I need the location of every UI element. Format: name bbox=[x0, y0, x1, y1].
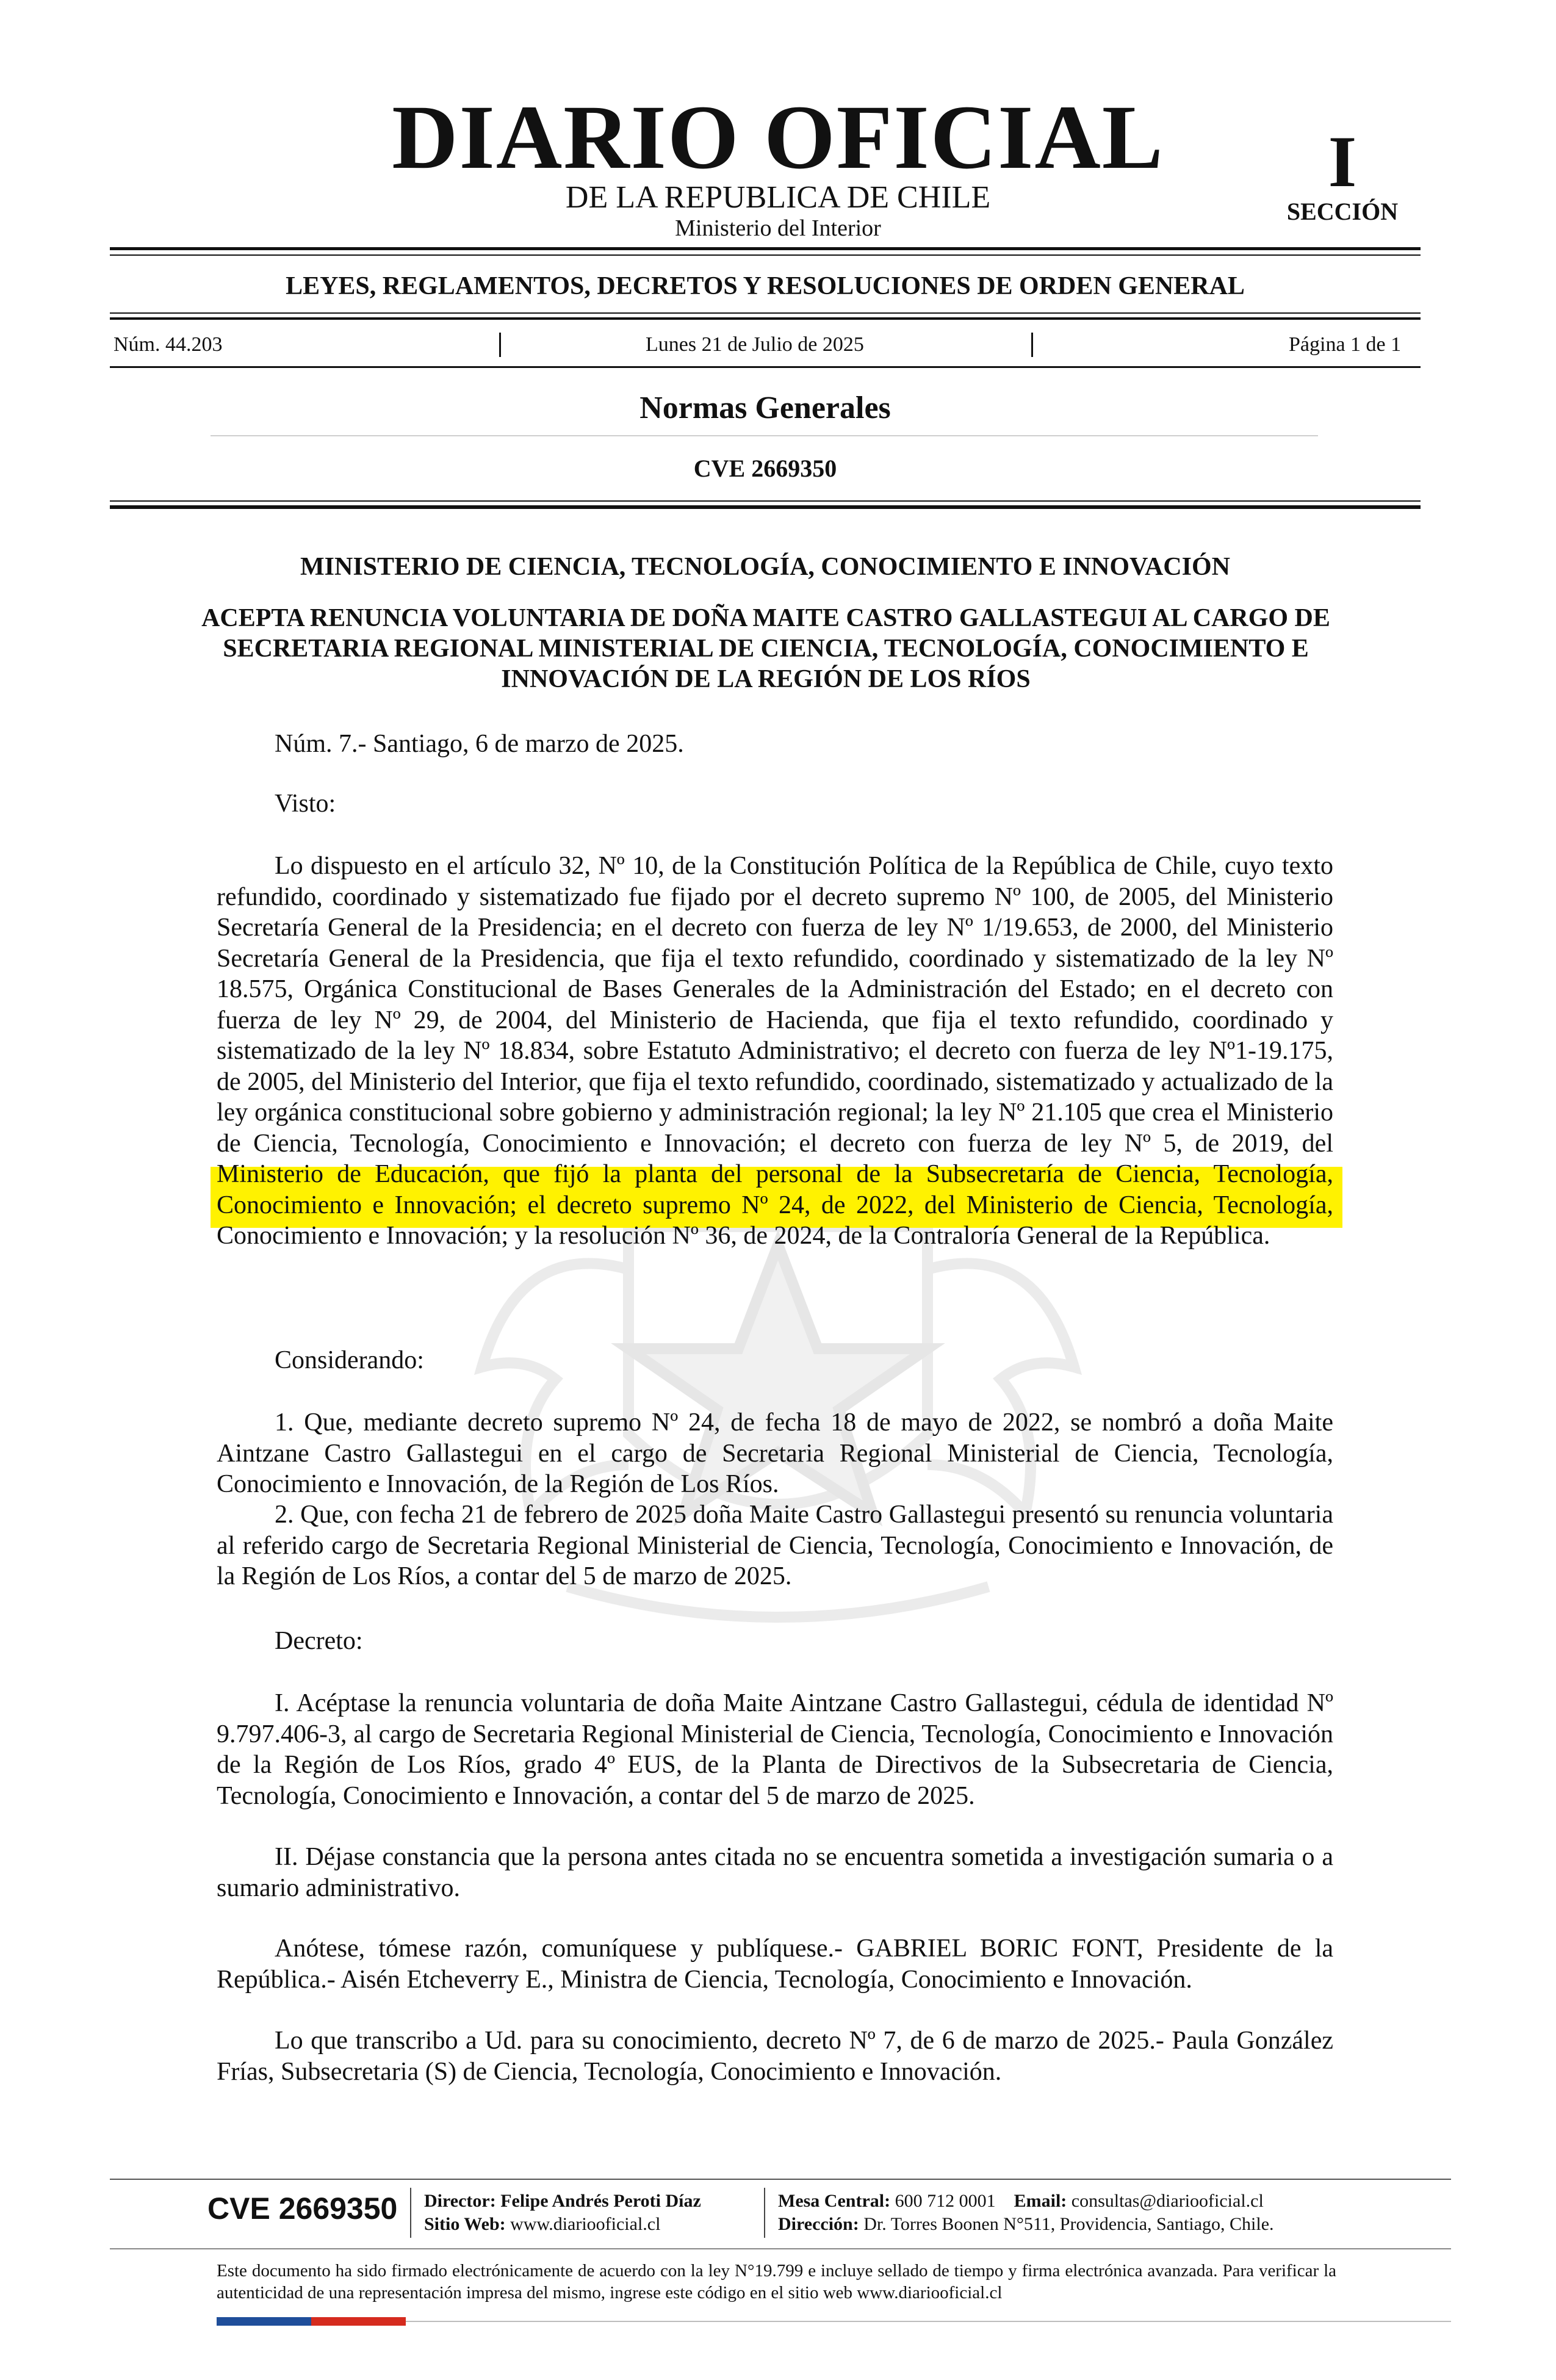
header-rule-bottom-thick bbox=[110, 505, 1421, 509]
decreto-article-2: II. Déjase constancia que la persona antes citada no se encuentra sometida a investigación sumaria o a sumario administrativo. bbox=[217, 1843, 1333, 1902]
category-rule-thick bbox=[110, 317, 1421, 320]
email-label: Email: bbox=[1014, 2191, 1067, 2211]
considerando-paragraph-1: 1. Que, mediante decreto supremo Nº 24, de fecha 18 de mayo de 2022, se nombró a doña Maite Aintzane Castro Gallastegui en el cargo de Secretaria Regional Ministerial de Ciencia, Tecnología, Conocimiento e Innovación, de la Región de Los Ríos. bbox=[217, 1408, 1333, 1498]
site-link[interactable]: www.diariooficial.cl bbox=[510, 2214, 661, 2234]
decreto-label: Decreto: bbox=[275, 1627, 363, 1655]
header-rule-bottom-thin bbox=[110, 500, 1421, 502]
info-rule bbox=[110, 366, 1421, 368]
director-label: Director: bbox=[424, 2191, 496, 2211]
section-label: SECCIÓN bbox=[1286, 198, 1399, 225]
flag-bar-blue bbox=[217, 2317, 311, 2326]
masthead-subtitle: DE LA REPUBLICA DE CHILE bbox=[565, 180, 991, 215]
masthead-title: DIARIO OFICIAL bbox=[392, 87, 1164, 188]
masthead-ministry: Ministerio del Interior bbox=[675, 215, 881, 241]
footer-separator bbox=[764, 2188, 765, 2238]
visto-paragraph: Lo dispuesto en el artículo 32, Nº 10, de la Constitución Política de la República de Chile, cuyo texto refundido, coordinado y sistematizado fue fijado por el decreto supremo Nº 100, de 2005, del Ministerio Secretaría General de la Presidencia; en el decreto con fuerza de ley Nº 1/19.653, de 2000, del Ministerio Secretaría General de la Presidencia, que fija el texto refundido, coordinado y sistematizado de la ley Nº 18.575, Orgánica Constitucional de Bases Generales de la Administración del Estado; en el decreto con fuerza de ley Nº 29, de 2004, del Ministerio de Hacienda, que fija el texto refundido, coordinado y sistematizado de la ley Nº 18.834, sobre Estatuto Administrativo; el decreto con fuerza de ley Nº1-19.175, de 2005, del Ministerio del Interior, que fija el texto refundido, coordinado, sistematizado y actualizado de la ley orgánica constitucional sobre gobierno y administración regional; la ley Nº 21.105 que crea el Ministerio de Ciencia, Tecnología, Conocimiento e Innovación; el decreto con fuerza de ley Nº 5, de 2019, del Ministerio de Educación, que fijó la planta del personal de la Subsecretaría de Ciencia, Tecnología, Conocimiento e Innovación; el decreto supremo Nº 24, de 2022, del Ministerio de Ciencia, Tecnología, Conocimiento e Innovación; y la resolución Nº 36, de 2024, de la Contraloría General de la República. bbox=[217, 852, 1333, 1250]
flag-bar-rule bbox=[406, 2321, 1451, 2322]
considerando-paragraph-2: 2. Que, con fecha 21 de febrero de 2025 doña Maite Castro Gallastegui presentó su renuncia voluntaria al referido cargo de Secretaria Regional Ministerial de Ciencia, Tecnología, Conocimiento e Innovación, de la Región de Los Ríos, a contar del 5 de marzo de 2025. bbox=[217, 1501, 1333, 1590]
phone-label: Mesa Central: bbox=[778, 2191, 891, 2211]
info-separator bbox=[499, 333, 501, 357]
phone-value: 600 712 0001 bbox=[895, 2191, 996, 2211]
email-link[interactable]: consultas@diariooficial.cl bbox=[1071, 2191, 1264, 2211]
header-rule-top-thick bbox=[110, 247, 1421, 250]
footer-legal-text: Este documento ha sido firmado electrónicamente de acuerdo con la ley N°19.799 e incluye sellado de tiempo y firma electrónica avanzada. Para verificar la autenticidad de una representación impresa del mismo, ingrese este código en el sitio web www.diariooficial.cl bbox=[217, 2261, 1336, 2302]
address-value: Dr. Torres Boonen N°511, Providencia, Santiago, Chile. bbox=[863, 2214, 1274, 2234]
considerando-label: Considerando: bbox=[275, 1346, 424, 1374]
header-rule-top-thin bbox=[110, 254, 1421, 256]
visto-label: Visto: bbox=[275, 790, 336, 818]
page-count: Página 1 de 1 bbox=[1289, 333, 1402, 356]
norms-divider bbox=[211, 435, 1318, 436]
issue-number: Núm. 44.203 bbox=[113, 333, 223, 356]
footer-cve: CVE 2669350 bbox=[207, 2191, 398, 2226]
category-heading: LEYES, REGLAMENTOS, DECRETOS Y RESOLUCIONES DE ORDEN GENERAL bbox=[286, 272, 1245, 300]
address-label: Dirección: bbox=[778, 2214, 859, 2234]
flag-bar-red bbox=[311, 2317, 406, 2326]
closing-paragraph-2: Lo que transcribo a Ud. para su conocimiento, decreto Nº 7, de 6 de marzo de 2025.- Paula González Frías, Subsecretaria (S) de Ciencia, Tecnología, Conocimiento e Innovación. bbox=[217, 2027, 1333, 2086]
closing-paragraph-1: Anótese, tómese razón, comuníquese y publíquese.- GABRIEL BORIC FONT, Presidente de la República.- Aisén Etcheverry E., Ministra de Ciencia, Tecnología, Conocimiento e Innovación. bbox=[217, 1935, 1333, 1994]
footer-separator bbox=[410, 2188, 411, 2238]
ministry-title: MINISTERIO DE CIENCIA, TECNOLOGÍA, CONOCIMIENTO E INNOVACIÓN bbox=[300, 553, 1230, 581]
section-number: I bbox=[1328, 121, 1357, 202]
info-separator bbox=[1031, 333, 1033, 357]
decree-number-line: Núm. 7.- Santiago, 6 de marzo de 2025. bbox=[275, 730, 684, 758]
footer-rule-bottom bbox=[110, 2248, 1451, 2249]
decreto-article-1: I. Acéptase la renuncia voluntaria de doña Maite Aintzane Castro Gallastegui, cédula de identidad Nº 9.797.406-3, al cargo de Secretaria Regional Ministerial de Ciencia, Tecnología, Conocimiento e Innovación de la Región de Los Ríos, grado 4º EUS, de la Planta de Directivos de la Subsecretaria de Ciencia, Tecnología, Conocimiento e Innovación, a contar del 5 de marzo de 2025. bbox=[217, 1689, 1333, 1810]
footer-rule-top bbox=[110, 2179, 1451, 2180]
footer-director-block bbox=[424, 2190, 701, 2236]
category-rule-thin bbox=[110, 312, 1421, 314]
footer-contact-block bbox=[778, 2190, 1274, 2236]
cve-code: CVE 2669350 bbox=[693, 455, 837, 482]
site-label: Sitio Web: bbox=[424, 2214, 506, 2234]
document-title: ACEPTA RENUNCIA VOLUNTARIA DE DOÑA MAITE CASTRO GALLASTEGUI AL CARGO DE SECRETARIA REGIONAL MINISTERIAL DE CIENCIA, TECNOLOGÍA, CONOCIMIENTO E INNOVACIÓN DE LA REGIÓN DE LOS RÍOS bbox=[201, 604, 1330, 693]
issue-date: Lunes 21 de Julio de 2025 bbox=[646, 333, 864, 356]
norms-heading: Normas Generales bbox=[639, 391, 891, 425]
director-name: Felipe Andrés Peroti Díaz bbox=[500, 2191, 701, 2211]
